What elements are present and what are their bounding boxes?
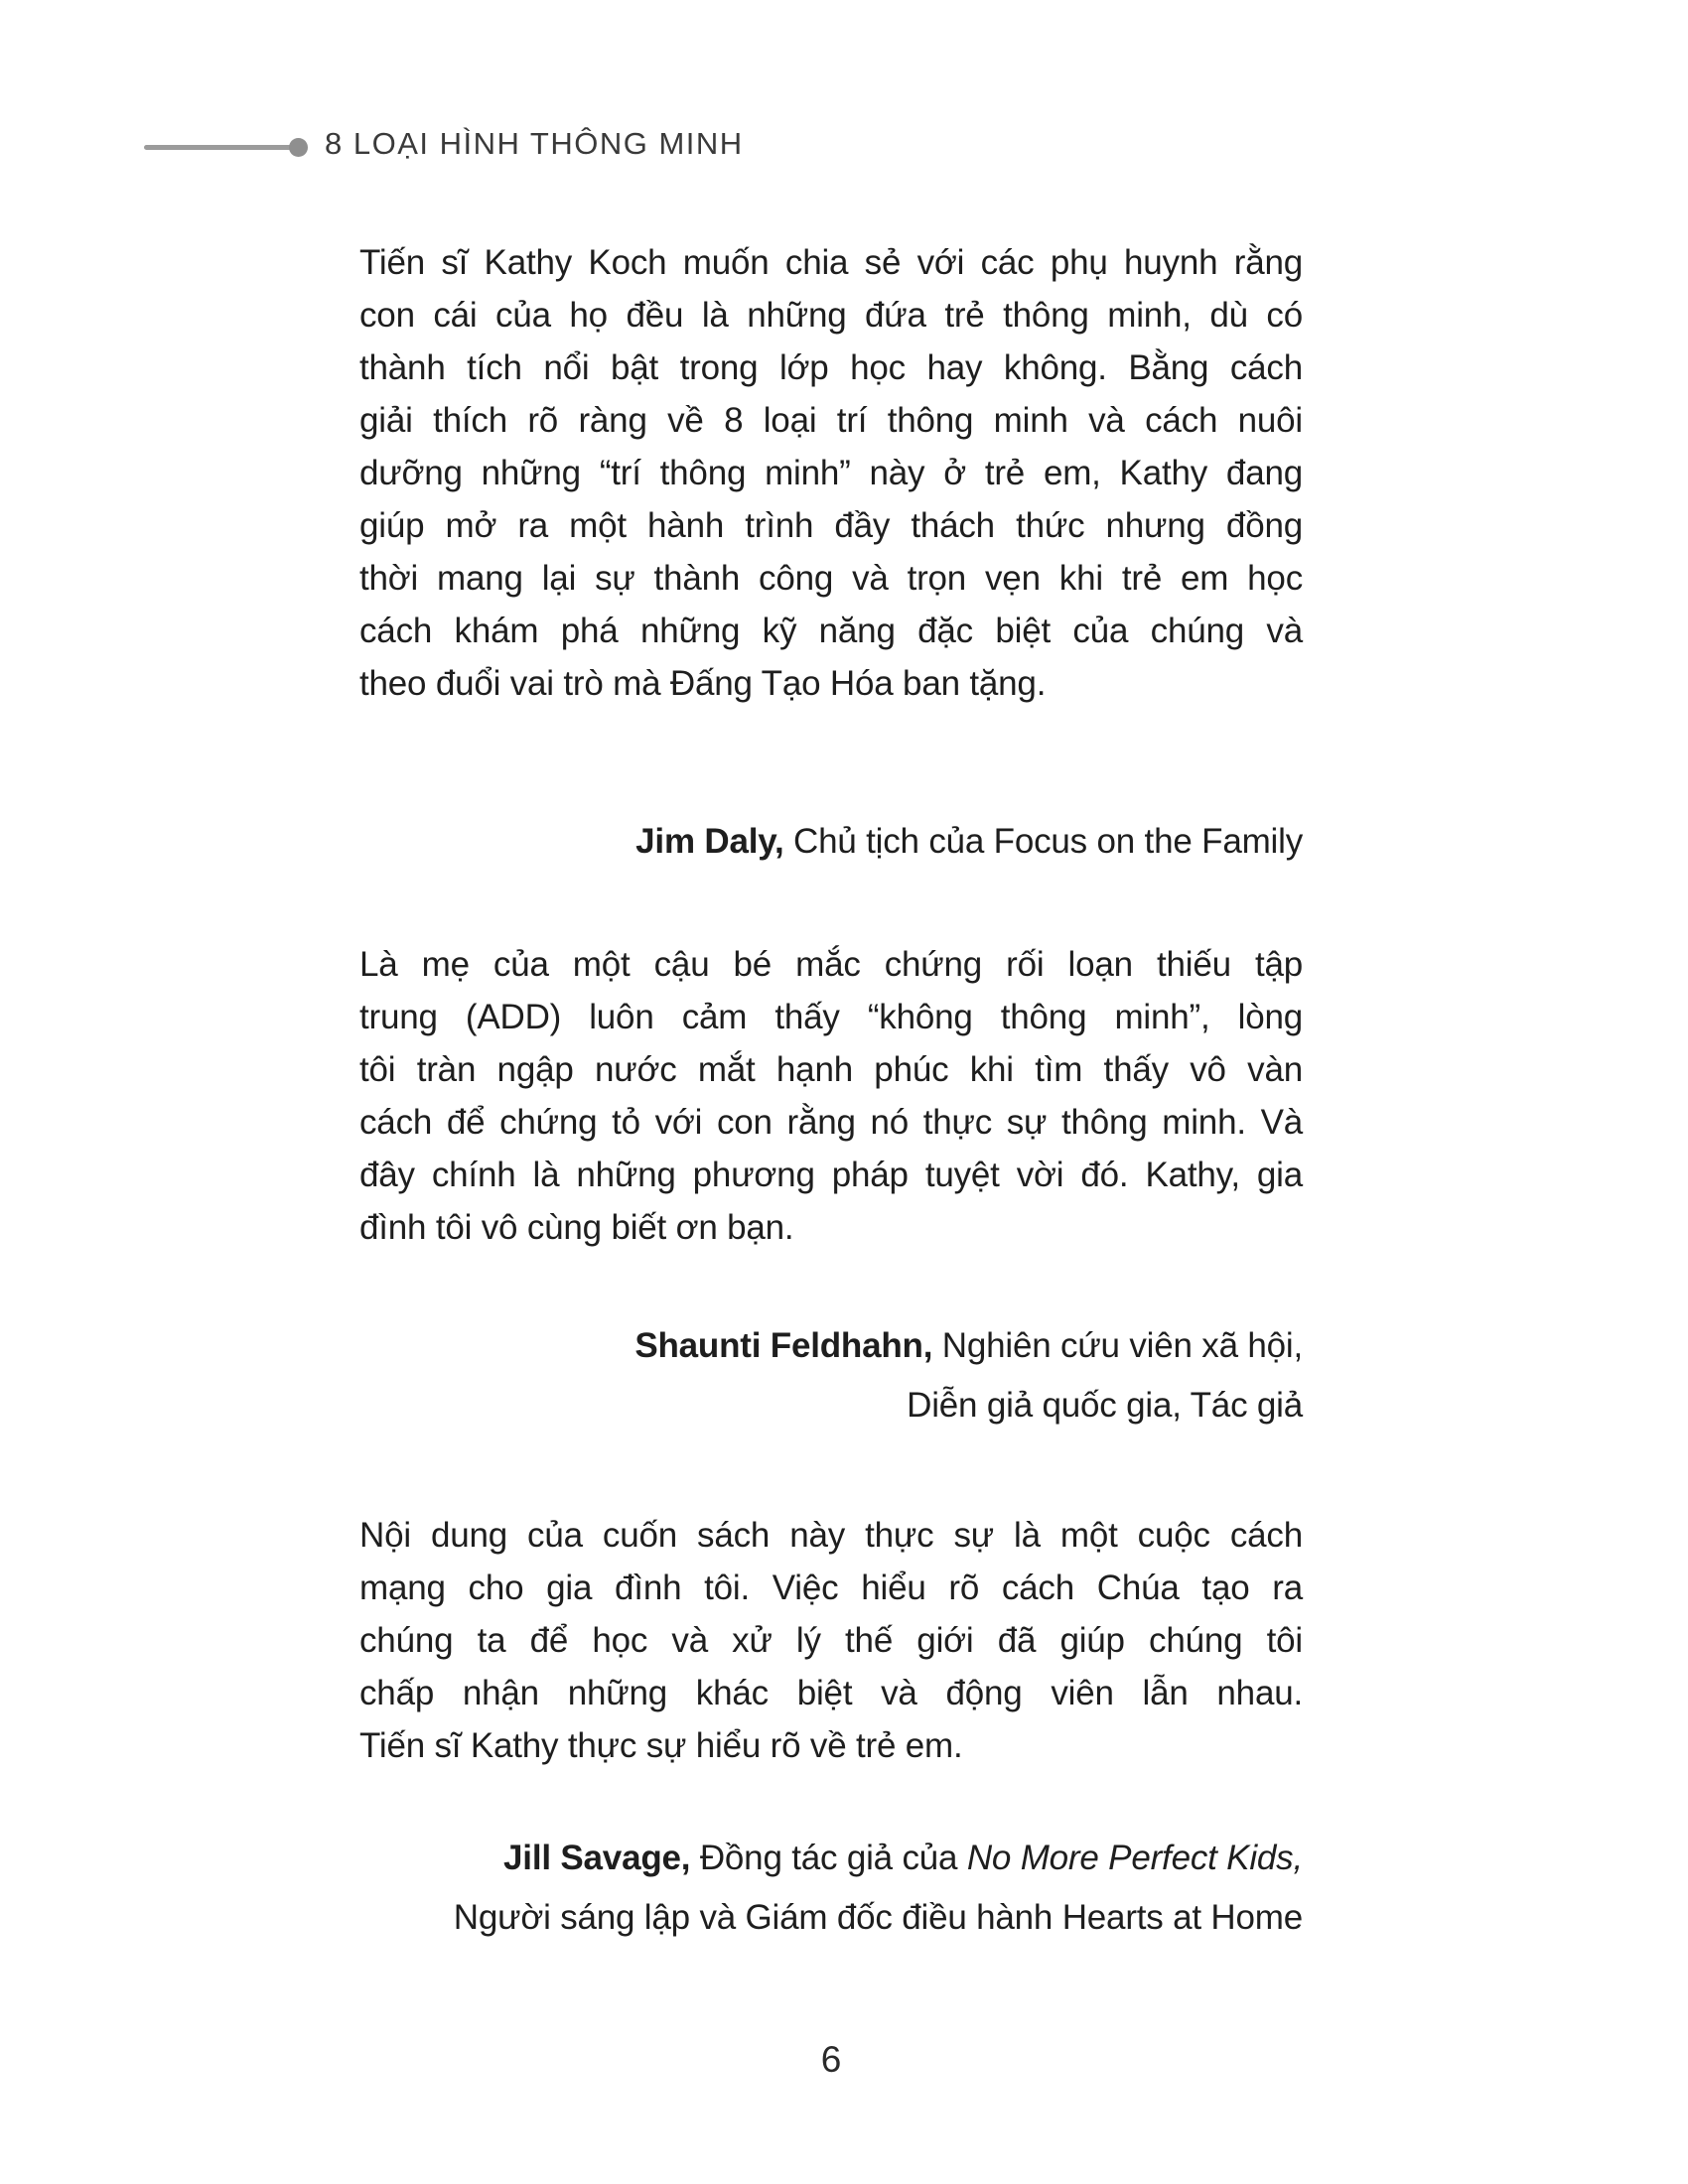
attribution-line-1 — [359, 1316, 1303, 1376]
paragraph-line: tôi tràn ngập nước mắt hạnh phúc khi tìm thấy vô vàn — [359, 1050, 1303, 1089]
paragraph-line: chúng ta để học và xử lý thế giới đã giúp chúng tôi — [359, 1621, 1303, 1660]
paragraph-line: thành tích nổi bật trong lớp học hay không. Bằng cách — [359, 348, 1303, 387]
attribution-jim-daly — [359, 812, 1303, 872]
paragraph-line: Tiến sĩ Kathy Koch muốn chia sẻ với các phụ huynh rằng — [359, 243, 1303, 282]
paragraph-line: cách để chứng tỏ với con rằng nó thực sự thông minh. Và — [359, 1103, 1303, 1142]
paragraph-line: cách khám phá những kỹ năng đặc biệt của chúng và — [359, 612, 1303, 650]
paragraph-line: đình tôi vô cùng biết ơn bạn. — [359, 1208, 794, 1247]
attribution-shaunti-feldhahn — [359, 1316, 1303, 1435]
paragraph-line: giúp mở ra một hành trình đầy thách thức nhưng đồng — [359, 506, 1303, 545]
paragraph-line: đây chính là những phương pháp tuyệt vời đó. Kathy, gia — [359, 1156, 1303, 1194]
paragraph-line: Tiến sĩ Kathy thực sự hiểu rõ về trẻ em. — [359, 1726, 963, 1765]
attribution-name: Jim Daly, — [635, 822, 784, 861]
paragraph-line: giải thích rõ ràng về 8 loại trí thông minh và cách nuôi — [359, 401, 1303, 440]
attribution-line-1 — [359, 1829, 1303, 1888]
page-number: 6 — [820, 2039, 842, 2080]
attribution-name: Shaunti Feldhahn, — [634, 1326, 933, 1365]
paragraph-line: con cái của họ đều là những đứa trẻ thông minh, dù có — [359, 296, 1303, 335]
paragraph-line: theo đuổi vai trò mà Đấng Tạo Hóa ban tặng. — [359, 664, 1047, 703]
paragraph-line: Nội dung của cuốn sách này thực sự là một cuộc cách — [359, 1516, 1303, 1555]
testimonial-paragraph-2 — [359, 938, 1303, 1254]
paragraph-line: trung (ADD) luôn cảm thấy “không thông minh”, lòng — [359, 998, 1303, 1036]
attribution-role: Nghiên cứu viên xã hội, — [932, 1326, 1303, 1365]
paragraph-line: chấp nhận những khác biệt và động viên lẫn nhau. — [359, 1674, 1303, 1712]
header-rule — [144, 145, 293, 150]
running-head-title: 8 LOẠI HÌNH THÔNG MINH — [325, 126, 744, 161]
attribution-role: Chủ tịch của Focus on the Family — [783, 822, 1303, 861]
paragraph-line: Là mẹ của một cậu bé mắc chứng rối loạn thiếu tập — [359, 945, 1303, 984]
content-column — [359, 0, 1303, 2184]
attribution-role: Đồng tác giả của — [690, 1839, 967, 1877]
paragraph-line: thời mang lại sự thành công và trọn vẹn khi trẻ em học — [359, 559, 1303, 598]
attribution-name: Jill Savage, — [503, 1839, 691, 1877]
paragraph-line: dưỡng những “trí thông minh” này ở trẻ em, Kathy đang — [359, 454, 1303, 492]
paragraph-line: mạng cho gia đình tôi. Việc hiểu rõ cách Chúa tạo ra — [359, 1569, 1303, 1607]
testimonial-paragraph-3 — [359, 1509, 1303, 1772]
attribution-jill-savage — [359, 1829, 1303, 1948]
attribution-book-title: No More Perfect Kids, — [966, 1839, 1303, 1877]
header-rule-dot — [289, 138, 308, 157]
attribution-line-2: Người sáng lập và Giám đốc điều hành Hearts at Home — [453, 1898, 1303, 1937]
testimonial-paragraph-1 — [359, 236, 1303, 710]
attribution-line-2: Diễn giả quốc gia, Tác giả — [907, 1386, 1303, 1425]
